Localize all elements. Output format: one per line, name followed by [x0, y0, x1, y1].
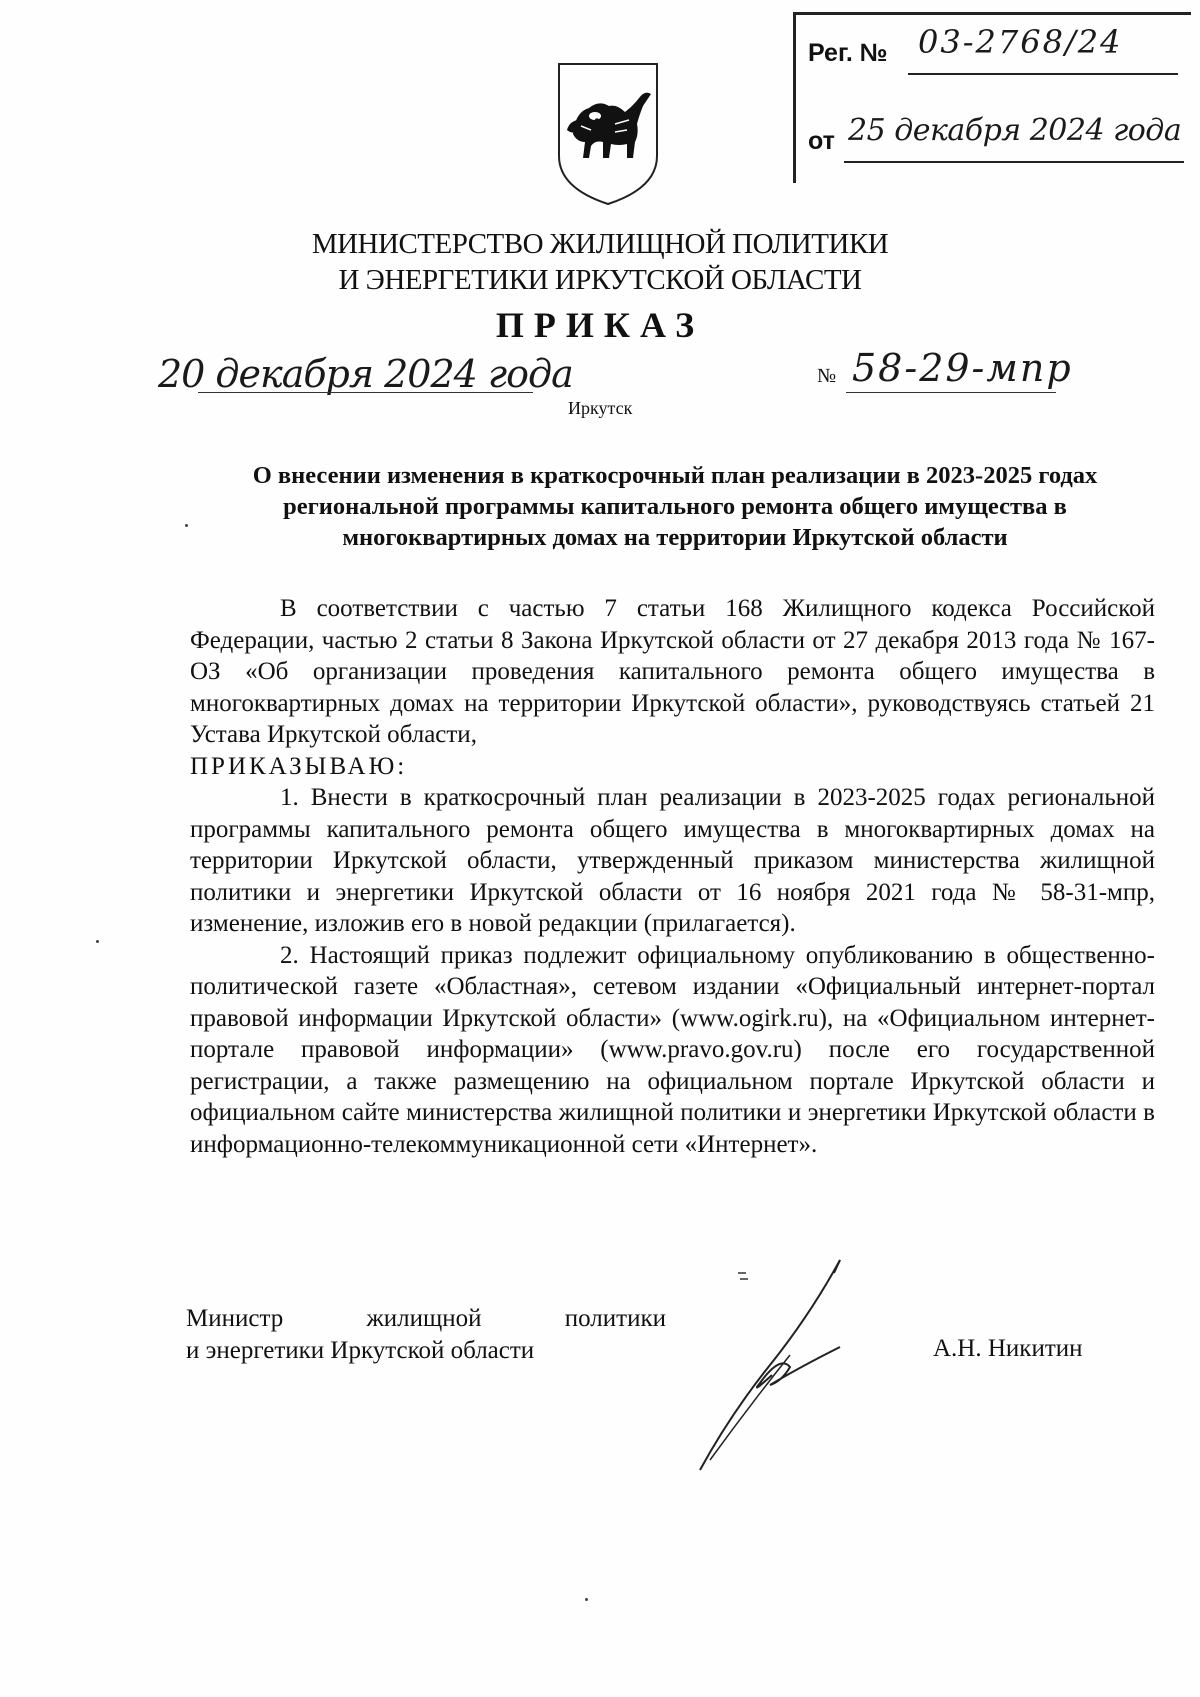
scan-speck — [585, 1598, 588, 1601]
order-subject: О внесении изменения в краткосрочный план реализации в 2023-2025 годах региональной программы капитального ремонта общего имущества в многоквартирных домах на территории Иркутской области — [252, 462, 1098, 551]
city: Иркутск — [568, 398, 633, 418]
number-sign: № — [817, 365, 837, 387]
position-word-3: политики — [564, 1305, 666, 1332]
scan-speck — [185, 524, 188, 527]
from-date-handwritten: 25 декабря 2024 года — [848, 113, 1182, 148]
signatory-name: А.Н. Никитин — [933, 1335, 1083, 1362]
number-underline — [846, 392, 1056, 393]
ministry-name-line2: И ЭНЕРГЕТИКИ ИРКУТСКОЙ ОБЛАСТИ — [338, 264, 862, 296]
reg-label: Рег. № — [808, 39, 888, 67]
position-word-2: жилищной — [366, 1305, 482, 1332]
item-1-paragraph: 1. Внести в краткосрочный план реализации в 2023-2025 годах региональной программы капитального ремонта общего имущества в многоквартирных домах на территории Иркутской области, утвержденный приказом министерства жилищной политики и энергетики Иркутской области от 16 ноября 2021 года № 58-31-мпр, изменение, изложив его в новой редакции (прилагается). — [190, 784, 1155, 937]
from-underline — [844, 161, 1184, 163]
position-line-2: и энергетики Иркутской области — [186, 1337, 535, 1364]
registration-stamp — [793, 12, 1191, 183]
item-2-paragraph: 2. Настоящий приказ подлежит официальному опубликованию в общественно-политической газете «Областная», сетевом издании «Официальный интернет-портал правовой информации Иркутской области» (www.ogirk.ru), на «Официальном интернет-портале правовой информации» (www.pravo.gov.ru) после его государственной регистрации, а также размещению на официальном портале Иркутской области и официальном сайте министерства жилищной политики и энергетики Иркутской области в информационно-телекоммуникационной сети «Интернет». — [190, 941, 1155, 1158]
signatory-position — [186, 1303, 666, 1367]
order-body — [190, 593, 1155, 1160]
ministry-name-line1: МИНИСТЕРСТВО ЖИЛИЩНОЙ ПОЛИТИКИ — [311, 228, 889, 260]
order-number-handwritten: 58-29-мпр — [852, 346, 1073, 390]
position-word-1: Министр — [186, 1305, 284, 1332]
date-underline — [198, 392, 533, 393]
coat-of-arms-icon — [555, 60, 661, 208]
order-date-handwritten: 20 декабря 2024 года — [158, 352, 573, 396]
preamble-paragraph: В соответствии с частью 7 статьи 168 Жилищного кодекса Российской Федерации, частью 2 статьи 8 Закона Иркутской области от 27 декабря 2013 года № 167-ОЗ «Об организации проведения капитального ремонта общего имущества в многоквартирных домах на территории Иркутской области», руководствуясь статьей 21 Устава Иркутской области, — [190, 595, 1155, 748]
scan-speck — [96, 940, 99, 943]
reg-underline — [908, 73, 1178, 75]
reg-number-handwritten: 03-2768/24 — [918, 23, 1123, 61]
order-title: ПРИКАЗ — [495, 305, 705, 345]
order-word: ПРИКАЗЫВАЮ: — [190, 752, 408, 780]
handwritten-signature — [690, 1255, 910, 1475]
from-label: от — [808, 127, 835, 155]
